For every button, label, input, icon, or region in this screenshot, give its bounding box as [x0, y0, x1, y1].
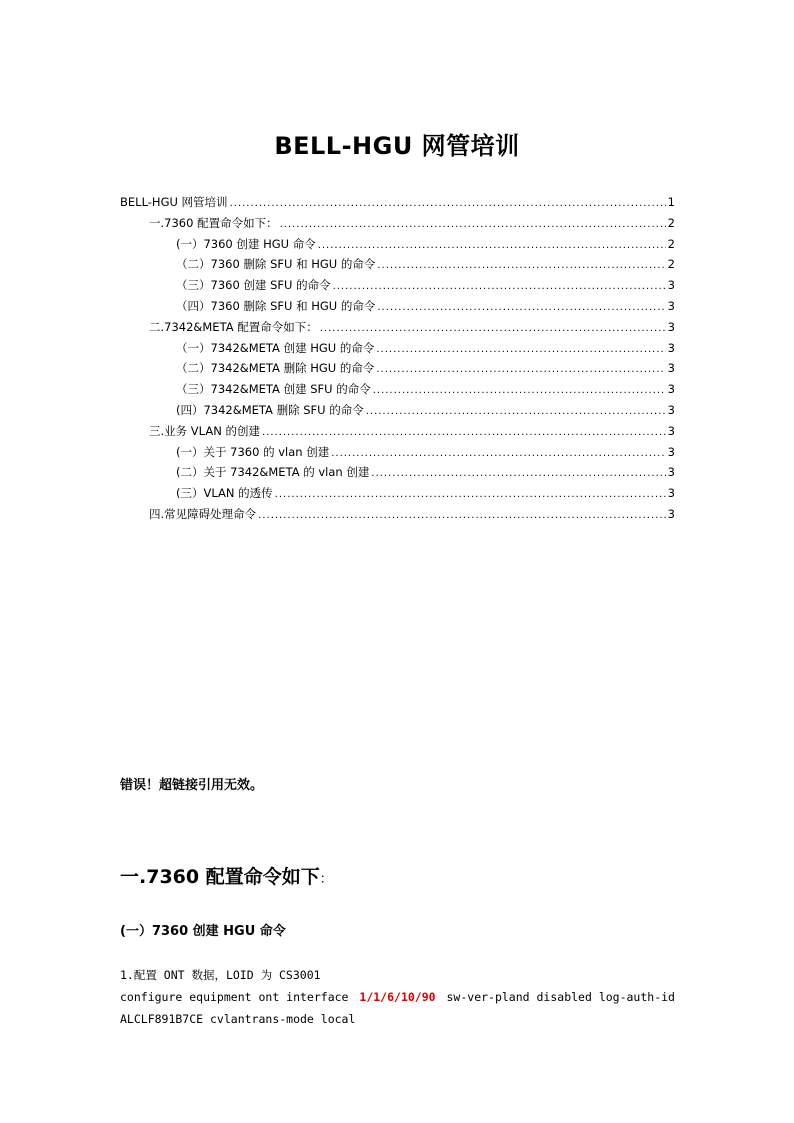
toc-dot-leader [262, 423, 666, 444]
toc-entry-text: (一）7360 创建 HGU 命令 [176, 236, 316, 251]
toc-entry[interactable] [120, 400, 675, 421]
toc-page-number: 2 [667, 215, 675, 230]
toc-entry[interactable] [120, 213, 675, 234]
toc-page-number: 3 [667, 402, 675, 417]
toc-entry-text: BELL-HGU 网管培训 [120, 195, 228, 209]
toc-dot-leader [230, 194, 666, 215]
toc-page-number: 3 [667, 444, 675, 459]
toc-page-number: 2 [667, 257, 675, 272]
command-part-1: configure equipment ont interface [120, 990, 349, 1004]
toc-entry[interactable] [120, 421, 675, 442]
toc-dot-leader [258, 506, 666, 527]
toc-entry-text: （三）7360 创建 SFU 的命令 [176, 278, 331, 293]
toc-entry-text: （二）7342&META 删除 HGU 的命令 [176, 361, 375, 376]
section-heading-colon: ： [319, 872, 333, 887]
toc-entry[interactable] [120, 379, 675, 400]
toc-entry-text: 三.业务 VLAN 的创建 [149, 423, 260, 438]
toc-page-number: 3 [667, 361, 675, 376]
toc-dot-leader [320, 319, 666, 340]
toc-entry[interactable] [120, 504, 675, 525]
command-line [120, 986, 675, 1008]
toc-entry[interactable] [120, 338, 675, 359]
toc-entry-text: (一）关于 7360 的 vlan 创建 [176, 444, 330, 459]
section-heading-text: 一.7360 配置命令如下 [120, 866, 320, 888]
toc-entry[interactable] [120, 234, 675, 255]
hyperlink-error-text: 错误！超链接引用无效。 [120, 778, 264, 793]
toc-entry-text: 四.常见障碍处理命令 [149, 506, 257, 521]
toc-entry[interactable] [120, 358, 675, 379]
toc-entry-text: （四）7360 删除 SFU 和 HGU 的命令 [176, 298, 376, 313]
toc-entry-text: 二.7342&META 配置命令如下： [149, 319, 318, 334]
toc-entry-text: (三）VLAN 的透传 [176, 486, 273, 501]
toc-dot-leader [333, 277, 666, 298]
toc-dot-leader [275, 485, 666, 506]
toc-page-number: 3 [667, 382, 675, 397]
command-part-2: sw-ver-pland disabled log-auth-id [446, 990, 675, 1004]
toc-entry[interactable] [120, 275, 675, 296]
toc-page-number: 3 [667, 423, 675, 438]
toc-dot-leader [331, 444, 665, 465]
toc-page-number: 3 [667, 340, 675, 355]
toc-entry-text: （二）7360 删除 SFU 和 HGU 的命令 [176, 257, 376, 272]
toc-entry-text: 一.7360 配置命令如下： [149, 215, 278, 230]
toc-page-number: 3 [667, 506, 675, 521]
toc-entry-text: （一）7342&META 创建 HGU 的命令 [176, 340, 375, 355]
section-heading [120, 862, 333, 889]
subsection-heading: (一）7360 创建 HGU 命令 [120, 924, 286, 939]
document-title: BELL-HGU 网管培训 [274, 132, 520, 160]
toc-page-number: 3 [667, 486, 675, 501]
toc-entry-text: （三）7342&META 创建 SFU 的命令 [176, 382, 371, 397]
toc-dot-leader [280, 215, 666, 236]
table-of-contents [120, 192, 675, 525]
toc-page-number: 1 [667, 195, 675, 209]
toc-dot-leader [371, 464, 665, 485]
step-text: 1.配置 ONT 数据，LOID 为 CS3001 [120, 968, 321, 982]
toc-dot-leader [373, 381, 666, 402]
toc-page-number: 3 [667, 465, 675, 480]
toc-entry[interactable] [120, 462, 675, 483]
toc-entry-text: (二）关于 7342&META 的 vlan 创建 [176, 465, 370, 480]
toc-dot-leader [377, 298, 665, 319]
toc-dot-leader [376, 340, 665, 361]
toc-entry[interactable] [120, 192, 675, 213]
toc-dot-leader [318, 236, 666, 257]
toc-page-number: 3 [667, 278, 675, 293]
toc-dot-leader [377, 256, 665, 277]
toc-page-number: 3 [667, 319, 675, 334]
toc-entry[interactable] [120, 254, 675, 275]
command-line-continuation: ALCLF891B7CE cvlantrans-mode local [120, 1012, 356, 1026]
toc-entry-text: (四）7342&META 删除 SFU 的命令 [176, 402, 364, 417]
toc-dot-leader [366, 402, 666, 423]
toc-entry[interactable] [120, 296, 675, 317]
toc-page-number: 3 [667, 298, 675, 313]
toc-entry[interactable] [120, 442, 675, 463]
command-port-highlight: 1/1/6/10/90 [359, 990, 436, 1004]
toc-entry[interactable] [120, 317, 675, 338]
toc-entry[interactable] [120, 483, 675, 504]
toc-page-number: 2 [667, 236, 675, 251]
toc-dot-leader [376, 360, 665, 381]
